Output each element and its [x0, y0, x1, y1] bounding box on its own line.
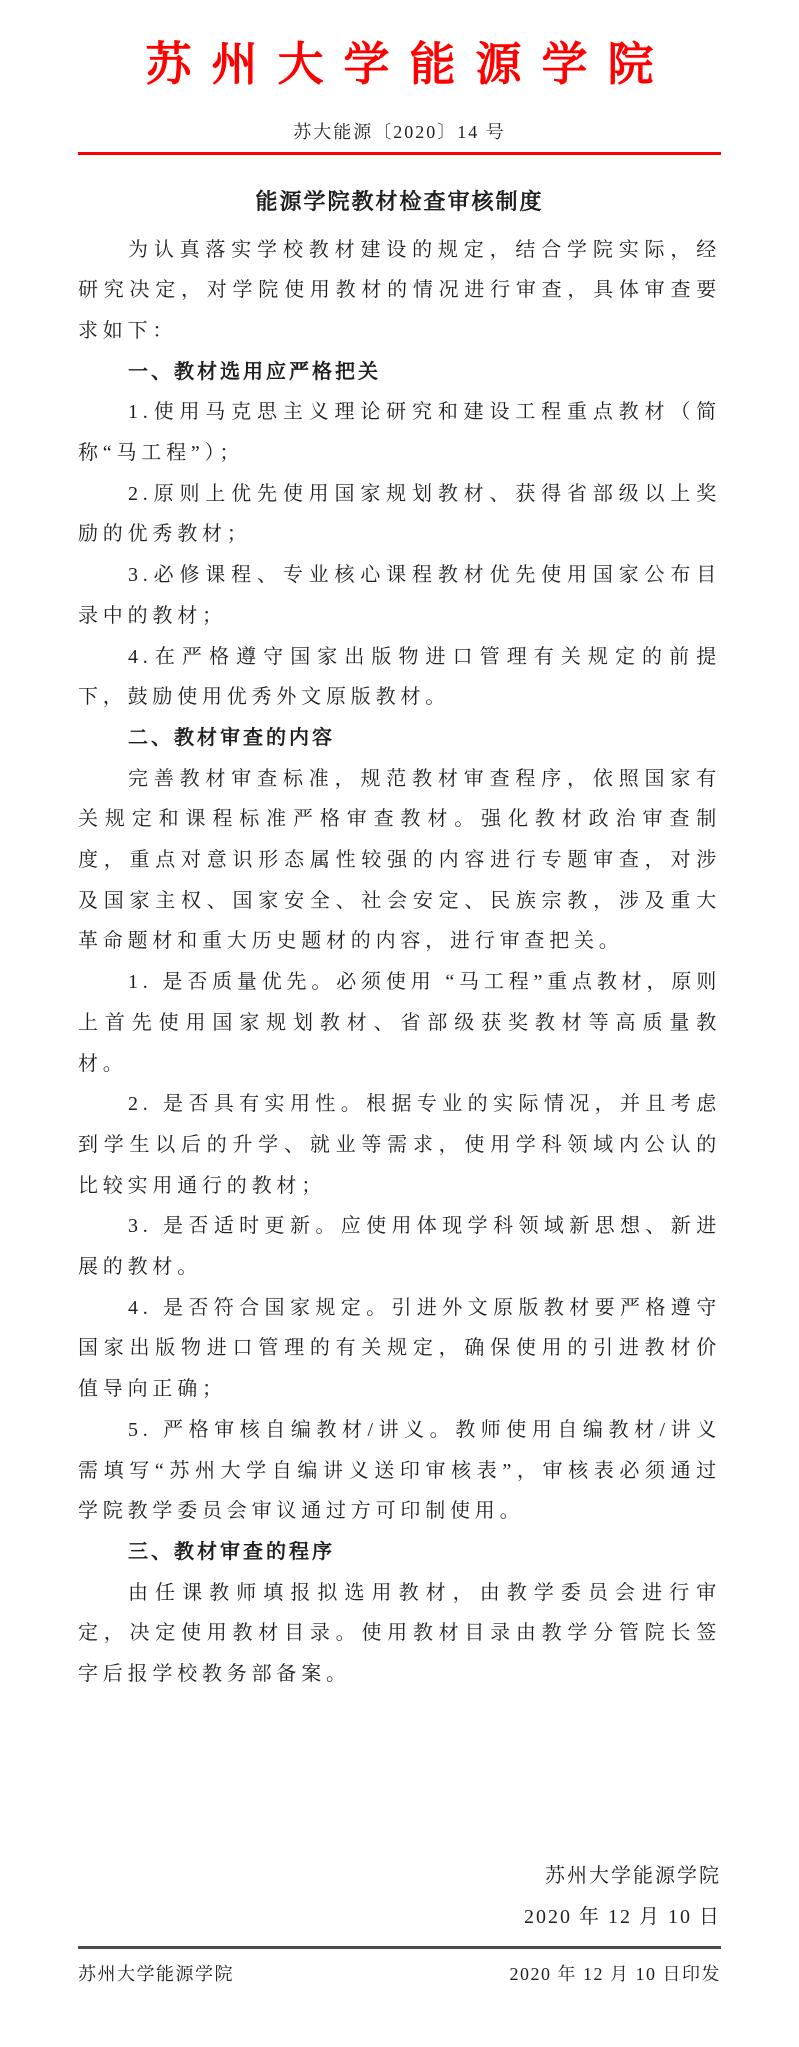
body-paragraph: 2.原则上优先使用国家规划教材、获得省部级以上奖励的优秀教材；	[78, 482, 721, 546]
signature-block	[524, 1856, 721, 1938]
body-paragraph: 4.在严格遵守国家出版物进口管理有关规定的前提下，鼓励使用优秀外文原版教材。	[78, 645, 721, 709]
red-divider	[78, 152, 721, 155]
footer-org: 苏州大学能源学院	[78, 1964, 234, 1984]
body-paragraph: 为认真落实学校教材建设的规定，结合学院实际，经研究决定，对学院使用教材的情况进行审查，具体审查要求如下：	[78, 238, 721, 342]
section-heading: 二、教材审查的内容	[128, 726, 335, 749]
signature-org: 苏州大学能源学院	[545, 1865, 721, 1887]
footer-divider	[78, 1946, 721, 1949]
document-title: 能源学院教材检查审核制度	[255, 188, 544, 214]
body-paragraph: 1.使用马克思主义理论研究和建设工程重点教材（简称“马工程”）；	[78, 401, 721, 465]
body-paragraph: 3.必修课程、专业核心课程教材优先使用国家公布目录中的教材；	[78, 564, 721, 627]
body-paragraph: 由任课教师填报拟选用教材，由教学委员会进行审定，决定使用教材目录。使用教材目录由教学分管院长签字后报学校教务部备案。	[78, 1581, 721, 1686]
body-paragraph: 2. 是否具有实用性。根据专业的实际情况，并且考虑到学生以后的升学、就业等需求，使用学科领域内公认的比较实用通行的教材；	[78, 1093, 721, 1197]
section-heading: 三、教材审查的程序	[128, 1541, 335, 1563]
body-paragraph: 1. 是否质量优先。必须使用 “马工程”重点教材，原则上首先使用国家规划教材、省部级获奖教材等高质量教材。	[78, 971, 721, 1075]
section-heading: 一、教材选用应严格把关	[128, 360, 381, 383]
signature-date: 2020 年 12 月 10 日	[524, 1906, 721, 1928]
body-paragraph: 4. 是否符合国家规定。引进外文原版教材要严格遵守国家出版物进口管理的有关规定，确保使用的引进教材价值导向正确；	[78, 1296, 721, 1401]
doc-number: 苏大能源〔2020〕14 号	[293, 121, 506, 142]
footer	[78, 1960, 721, 1988]
document-body	[78, 230, 721, 1695]
footer-issue-date: 2020 年 12 月 10 日印发	[509, 1964, 721, 1984]
org-title: 苏州大学能源学院	[145, 39, 674, 90]
body-paragraph: 3. 是否适时更新。应使用体现学科领域新思想、新进展的教材。	[78, 1215, 721, 1279]
body-paragraph: 完善教材审查标准，规范教材审查程序，依照国家有关规定和课程标准严格审查教材。强化教材政治审查制度，重点对意识形态属性较强的内容进行专题审查，对涉及国家主权、国家安全、社会安定、民族宗教，涉及重大革命题材和重大历史题材的内容，进行审查把关。	[78, 767, 721, 953]
body-paragraph: 5. 严格审核自编教材/讲义。教师使用自编教材/讲义需填写“苏州大学自编讲义送印审核表”，审核表必须通过学院教学委员会审议通过方可印制使用。	[78, 1418, 721, 1523]
